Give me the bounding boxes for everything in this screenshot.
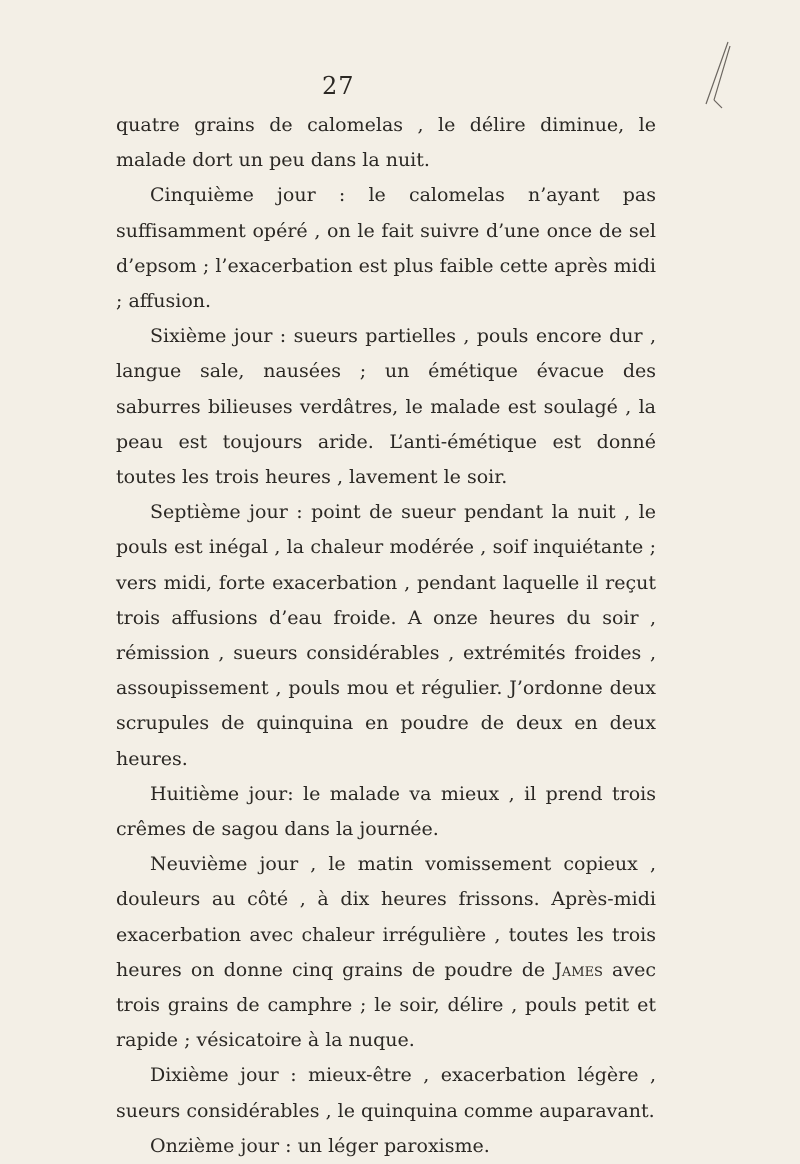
paragraph-continuation: quatre grains de calomelas , le délire diminue, le malade dort un peu dans la nuit. xyxy=(116,114,656,172)
paragraph-day-8: Huitième jour: le malade va mieux , il prend trois crêmes de sagou dans la journée. xyxy=(116,782,656,841)
page-number: 27 xyxy=(322,72,355,100)
body-text xyxy=(116,108,656,1164)
paragraph-day-10: Dixième jour : mieux-être , exacerbation légère , sueurs considérables , le quinquina comme auparavant. xyxy=(116,1064,656,1122)
paragraph-day-9-text-end: avec trois grains de camphre ; le soir, délire , pouls petit et rapide ; vésicatoire à la nuque. xyxy=(116,958,656,1052)
paragraph-day-9 xyxy=(116,847,656,1058)
paragraph-day-11: Onzième jour : un léger paroxisme. xyxy=(150,1134,490,1157)
paragraph-day-9-text-start: Neuvième jour , le matin vomissement copieux , douleurs au côté , à dix heures frissons. Après-midi exacerbation avec chaleur irrégulière , toutes les trois heures on donne cinq grains de poudre de xyxy=(116,853,656,981)
paragraph-day-9-name: James xyxy=(554,958,603,981)
margin-pencil-mark xyxy=(700,40,740,110)
paragraph-day-7: Septième jour : point de sueur pendant la nuit , le pouls est inégal , la chaleur modérée , soif inquiétante ; vers midi, forte exacerbation , pendant laquelle il reçut trois affusions d’eau froide. A onze heures du soir , rémission , sueurs considérables , extrémités froides , assoupissement , pouls mou et régulier. J’ordonne deux scrupules de quinquina en poudre de deux en deux heures. xyxy=(116,501,656,770)
paragraph-day-6: Sixième jour : sueurs partielles , pouls encore dur , langue sale, nausées ; un émétique évacue des saburres bilieuses verdâtres, le malade est soulagé , la peau est toujours aride. L’anti-émétique est donné toutes les trois heures , lavement le soir. xyxy=(116,325,656,489)
paragraph-day-5: Cinquième jour : le calomelas n’ayant pas suffisamment opéré , on le fait suivre d’une once de sel d’epsom ; l’exacerbation est plus faible cette après midi ; affusion. xyxy=(116,184,656,313)
